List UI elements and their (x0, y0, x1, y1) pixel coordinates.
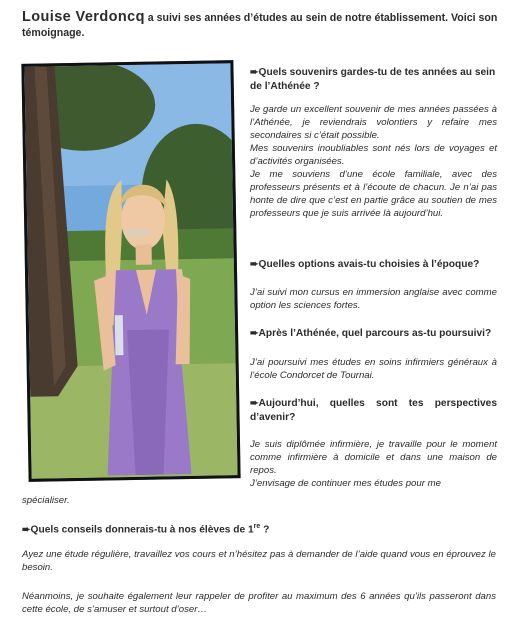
arrow-icon: ➨ (250, 328, 259, 339)
arrow-icon: ➨ (250, 259, 259, 270)
student-name: Louise Verdoncq (22, 9, 145, 25)
answer-5: Ayez une étude régulière, travaillez vos cours et n’hésitez pas à demander de l’aide quand vous en éprouvez le besoin. (22, 549, 496, 573)
intro-text: a suivi ses années d’études au sein de notre établissement. Voici son témoignage. (22, 12, 498, 39)
question-1: ➨Quels souvenirs gardes-tu de tes années au sein de l’Athénée ? (250, 67, 496, 92)
question-4: ➨Aujourd’hui, quelles sont tes perspectives d’avenir? (250, 398, 497, 423)
portrait-illustration (24, 63, 237, 479)
answer-5-continued: Néanmoins, je souhaite également leur rappeler de profiter au maximum des 6 années qu’ils passeront dans cette école, de s’amuser et surtout d’oser… (22, 591, 496, 615)
intro (22, 10, 502, 41)
portrait-photo (21, 60, 240, 482)
question-2: ➨Quelles options avais-tu choisies à l’époque? (250, 259, 480, 270)
arrow-icon: ➨ (250, 67, 259, 78)
arrow-icon: ➨ (22, 524, 31, 536)
question-3: ➨Après l’Athénée, quel parcours as-tu poursuivi? (250, 328, 492, 339)
question-5: ➨Quels conseils donnerais-tu à nos élèves de 1re ? (22, 523, 270, 536)
answer-3: J’ai poursuivi mes études en soins infirmiers généraux à l’école Condorcet de Tournai. (250, 357, 497, 381)
answer-4: Je suis diplômée infirmière, je travaille pour le moment comme infirmière à domicile et dans une maison de repos. J’envisage de continuer mes études pour me (250, 439, 497, 489)
answer-4-continuation: spécialiser. (22, 495, 70, 506)
answer-1: Je garde un excellent souvenir de mes années passées à l’Athénée, je reviendrais volontiers y refaire mes secondaires si c’était possible. Mes souvenirs inoubliables sont nés lors de voyages et d’activités organisées. Je me souviens d’une école familiale, avec des professeurs présents et à l’écoute de chacun. Je n’ai pas honte de dire que c’est en partie grâce au soutien de mes professeurs que je suis arrivée là aujourd’hui. (250, 104, 497, 219)
arrow-icon: ➨ (250, 398, 259, 409)
answer-2: J’ai suivi mon cursus en immersion anglaise avec comme option les sciences fortes. (250, 287, 497, 311)
